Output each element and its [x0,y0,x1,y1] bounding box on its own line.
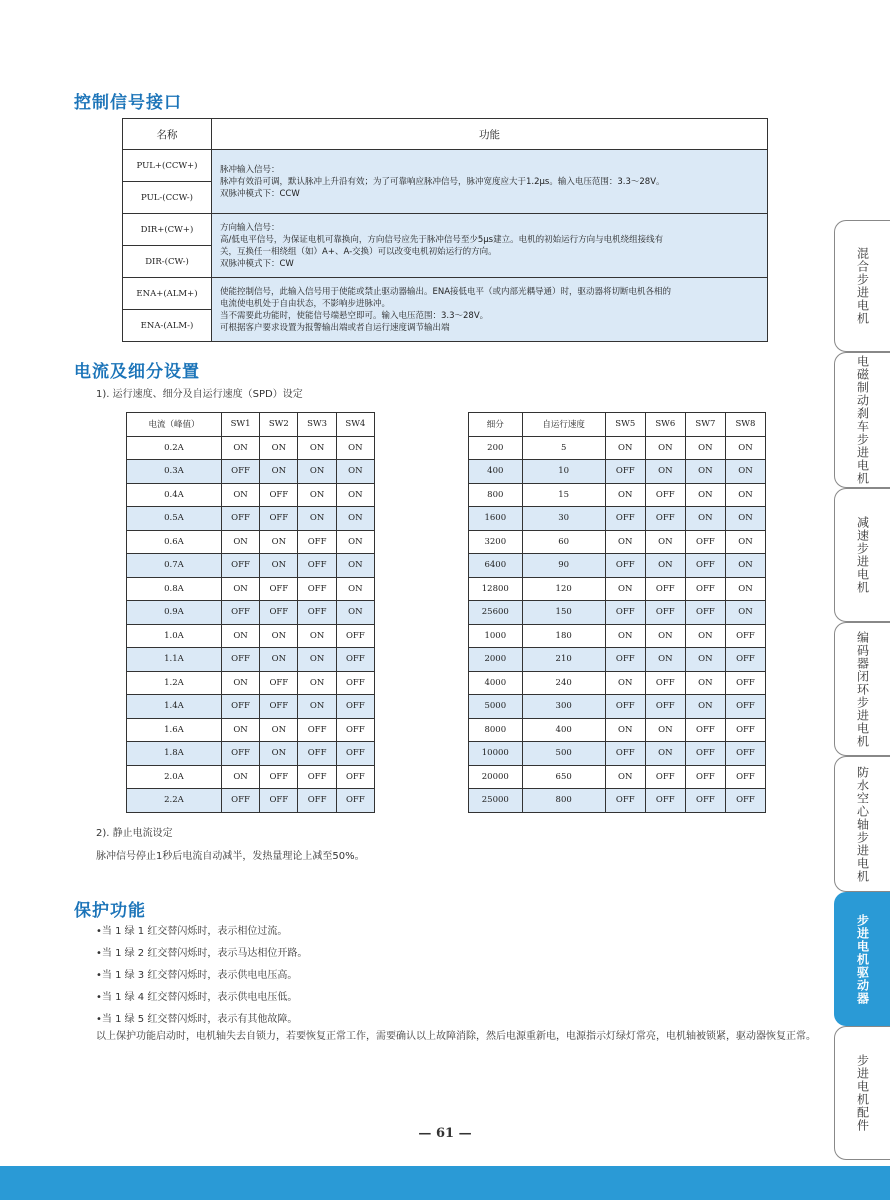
col-header-function: 功能 [212,119,768,150]
cell-sw1: ON [221,718,259,742]
table-row [469,671,766,695]
protect-bullet: •当 1 绿 5 红交替闪烁时，表示有其他故障。 [96,1014,298,1025]
cell-sw2: ON [260,742,298,766]
cell-sw8: ON [725,436,765,460]
idle-current-text: 脉冲信号停止1秒后电流自动减半，发热量理论上减至50%。 [96,851,365,862]
col-header-sw7: SW7 [685,413,725,437]
function-line: 脉冲有效沿可调，默认脉冲上升沿有效；为了可靠响应脉冲信号，脉冲宽度应大于1.2μs。输入电压范围：3.3～28V。 [220,176,665,187]
col-header-sw5: SW5 [605,413,645,437]
cell-sw4: OFF [336,742,374,766]
cell-auto-speed: 650 [522,765,605,789]
cell-sw7: OFF [685,765,725,789]
signal-name: ENA+(ALM+) [123,278,212,310]
side-tab-driver[interactable] [834,892,890,1026]
cell-sw6: OFF [645,765,685,789]
table-row [127,577,375,601]
cell-sw5: ON [605,483,645,507]
cell-sw2: OFF [260,765,298,789]
cell-sw8: OFF [725,671,765,695]
table-row [469,742,766,766]
cell-sw1: OFF [221,789,259,813]
col-header-sw6: SW6 [645,413,685,437]
cell-sw5: ON [605,718,645,742]
cell-auto-speed: 800 [522,789,605,813]
cell-sw4: OFF [336,765,374,789]
cell-sw4: ON [336,436,374,460]
cell-sw1: ON [221,577,259,601]
cell-microstep: 1000 [469,624,523,648]
cell-sw3: ON [298,648,336,672]
col-header-sw3: SW3 [298,413,336,437]
current-table [126,412,375,813]
signal-function [212,150,768,214]
cell-sw6: ON [645,554,685,578]
side-tab-label: 混合步进电机 [855,247,870,325]
cell-sw5: ON [605,671,645,695]
cell-sw7: OFF [685,718,725,742]
cell-microstep: 5000 [469,695,523,719]
cell-microstep: 800 [469,483,523,507]
cell-microstep: 10000 [469,742,523,766]
col-header-current: 电流（峰值） [127,413,222,437]
protect-bullet: •当 1 绿 1 红交替闪烁时，表示相位过流。 [96,926,288,937]
cell-current: 1.8A [127,742,222,766]
control-row [123,278,768,310]
cell-sw4: ON [336,530,374,554]
cell-sw6: ON [645,436,685,460]
table-row [127,601,375,625]
table-row [469,507,766,531]
cell-microstep: 1600 [469,507,523,531]
col-header-sw2: SW2 [260,413,298,437]
cell-sw4: ON [336,460,374,484]
table-row [127,695,375,719]
cell-sw3: OFF [298,742,336,766]
cell-sw2: ON [260,624,298,648]
col-header-sw1: SW1 [221,413,259,437]
cell-sw4: ON [336,601,374,625]
cell-current: 0.4A [127,483,222,507]
cell-sw6: ON [645,718,685,742]
section-title-protect: 保护功能 [74,901,146,921]
cell-microstep: 12800 [469,577,523,601]
cell-sw1: ON [221,483,259,507]
side-tab-accessories[interactable] [834,1026,890,1160]
cell-current: 1.2A [127,671,222,695]
cell-microstep: 4000 [469,671,523,695]
col-header-auto-speed: 自运行速度 [522,413,605,437]
cell-microstep: 3200 [469,530,523,554]
control-signal-table [122,118,768,342]
cell-sw6: OFF [645,577,685,601]
cell-sw7: OFF [685,789,725,813]
table-row [127,765,375,789]
cell-sw3: ON [298,624,336,648]
function-line: 关，互换任一相绕组（如）A+、A-交换）可以改变电机初始运行的方向。 [220,246,497,257]
signal-name: ENA-(ALM-) [123,310,212,342]
col-header-sw4: SW4 [336,413,374,437]
table-row [469,601,766,625]
current-item-2: 2). 静止电流设定 [96,828,173,839]
cell-sw1: ON [221,624,259,648]
cell-sw7: ON [685,695,725,719]
cell-sw5: OFF [605,742,645,766]
cell-auto-speed: 120 [522,577,605,601]
side-tab-waterproof[interactable] [834,756,890,892]
cell-sw5: OFF [605,554,645,578]
signal-function [212,214,768,278]
cell-sw1: ON [221,436,259,460]
cell-auto-speed: 10 [522,460,605,484]
cell-sw4: ON [336,507,374,531]
cell-sw2: OFF [260,577,298,601]
cell-auto-speed: 180 [522,624,605,648]
cell-sw2: OFF [260,671,298,695]
section-title-control: 控制信号接口 [74,93,182,113]
cell-sw2: ON [260,554,298,578]
cell-sw7: ON [685,507,725,531]
cell-auto-speed: 500 [522,742,605,766]
cell-auto-speed: 5 [522,436,605,460]
function-line: 高/低电平信号，为保证电机可靠换向，方向信号应先于脉冲信号至少5μs建立。电机的初始运行方向与电机绕组接线有 [220,234,664,245]
cell-sw4: OFF [336,624,374,648]
cell-sw2: ON [260,530,298,554]
cell-microstep: 6400 [469,554,523,578]
cell-sw4: OFF [336,789,374,813]
cell-sw2: OFF [260,601,298,625]
table-row [469,624,766,648]
cell-current: 1.4A [127,695,222,719]
table-row [127,789,375,813]
cell-sw1: OFF [221,507,259,531]
cell-sw2: ON [260,648,298,672]
function-line: 使能控制信号，此输入信号用于使能或禁止驱动器输出。ENA接低电平（或内部光耦导通）时，驱动器将切断电机各相的 [220,286,672,297]
cell-sw8: OFF [725,789,765,813]
function-line: 电流使电机处于自由状态，不影响步进脉冲。 [220,298,391,309]
cell-sw5: OFF [605,460,645,484]
cell-sw5: OFF [605,648,645,672]
table-row [469,695,766,719]
cell-sw2: ON [260,460,298,484]
table-row [127,624,375,648]
cell-sw5: OFF [605,789,645,813]
cell-sw6: ON [645,460,685,484]
cell-sw5: ON [605,765,645,789]
side-tab-label: 步进电机配件 [855,1054,870,1132]
cell-sw4: ON [336,554,374,578]
cell-microstep: 8000 [469,718,523,742]
cell-sw7: OFF [685,601,725,625]
table-row [469,436,766,460]
cell-sw7: OFF [685,530,725,554]
table-row [127,530,375,554]
cell-sw5: ON [605,577,645,601]
current-item-1: 1). 运行速度、细分及自运行速度（SPD）设定 [96,389,303,400]
table-row [469,530,766,554]
footer-bar [0,1166,890,1200]
function-line: 双脉冲模式下：CCW [220,188,300,199]
cell-current: 0.7A [127,554,222,578]
section-title-current: 电流及细分设置 [74,362,200,382]
cell-sw2: OFF [260,507,298,531]
signal-name: PUL+(CCW+) [123,150,212,182]
cell-current: 0.6A [127,530,222,554]
cell-sw3: ON [298,695,336,719]
table-row [127,483,375,507]
col-header-microstep: 细分 [469,413,523,437]
cell-sw8: ON [725,601,765,625]
cell-sw2: ON [260,436,298,460]
cell-sw5: ON [605,436,645,460]
cell-sw3: ON [298,507,336,531]
cell-sw3: OFF [298,577,336,601]
signal-name: DIR-(CW-) [123,246,212,278]
cell-sw3: ON [298,460,336,484]
cell-sw1: ON [221,765,259,789]
cell-sw6: OFF [645,601,685,625]
cell-sw6: OFF [645,507,685,531]
cell-auto-speed: 400 [522,718,605,742]
cell-auto-speed: 15 [522,483,605,507]
cell-sw7: OFF [685,742,725,766]
table-row [127,507,375,531]
side-tab-closed-loop[interactable] [834,622,890,756]
cell-sw5: OFF [605,601,645,625]
cell-sw2: OFF [260,695,298,719]
cell-sw6: OFF [645,695,685,719]
cell-microstep: 2000 [469,648,523,672]
table-row [127,554,375,578]
cell-auto-speed: 90 [522,554,605,578]
cell-sw6: ON [645,742,685,766]
cell-sw4: OFF [336,695,374,719]
cell-current: 1.6A [127,718,222,742]
cell-sw1: OFF [221,742,259,766]
side-tab-label: 编码器闭环步进电机 [855,630,870,748]
cell-sw1: ON [221,530,259,554]
cell-sw8: OFF [725,695,765,719]
cell-sw6: OFF [645,671,685,695]
cell-sw8: ON [725,507,765,531]
cell-sw7: OFF [685,554,725,578]
cell-current: 0.5A [127,507,222,531]
cell-auto-speed: 60 [522,530,605,554]
side-tab-brake[interactable] [834,352,890,488]
side-tab-gear[interactable] [834,488,890,622]
protect-paragraph: 以上保护功能启动时，电机轴失去自锁力，若要恢复正常工作，需要确认以上故障消除，然后电源重新电，电源指示灯绿灯常亮，电机轴被锁紧，驱动器恢复正常。 [96,1031,816,1042]
cell-sw5: OFF [605,507,645,531]
cell-sw1: OFF [221,460,259,484]
cell-microstep: 200 [469,436,523,460]
signal-name: PUL-(CCW-) [123,182,212,214]
table-row [469,648,766,672]
page-number: — 61 — [418,1126,472,1141]
cell-sw4: OFF [336,671,374,695]
cell-sw4: OFF [336,718,374,742]
cell-sw6: ON [645,648,685,672]
table-row [127,648,375,672]
cell-current: 0.2A [127,436,222,460]
cell-microstep: 25000 [469,789,523,813]
cell-sw3: ON [298,483,336,507]
cell-auto-speed: 210 [522,648,605,672]
control-row [123,214,768,246]
cell-sw3: OFF [298,601,336,625]
cell-current: 2.0A [127,765,222,789]
cell-sw3: OFF [298,765,336,789]
cell-sw2: OFF [260,483,298,507]
cell-sw6: OFF [645,483,685,507]
cell-sw8: ON [725,530,765,554]
table-row [469,789,766,813]
cell-sw6: ON [645,530,685,554]
side-tab-hybrid[interactable] [834,220,890,352]
col-header-sw8: SW8 [725,413,765,437]
cell-sw8: ON [725,483,765,507]
cell-current: 2.2A [127,789,222,813]
cell-sw4: ON [336,577,374,601]
cell-auto-speed: 300 [522,695,605,719]
cell-sw4: ON [336,483,374,507]
function-line: 方向输入信号： [220,222,280,233]
cell-current: 0.8A [127,577,222,601]
cell-sw7: ON [685,460,725,484]
side-tab-label: 电磁制动刹车步进电机 [855,355,870,485]
table-row [127,436,375,460]
cell-sw5: ON [605,624,645,648]
cell-sw2: OFF [260,789,298,813]
cell-sw8: OFF [725,648,765,672]
cell-microstep: 400 [469,460,523,484]
cell-sw3: OFF [298,554,336,578]
protect-bullet: •当 1 绿 3 红交替闪烁时，表示供电电压高。 [96,970,298,981]
col-header-name: 名称 [123,119,212,150]
table-row [469,765,766,789]
cell-sw8: ON [725,460,765,484]
cell-current: 1.0A [127,624,222,648]
cell-sw7: OFF [685,577,725,601]
table-row [127,460,375,484]
side-tab-label: 步进电机驱动器 [855,913,870,1005]
side-tab-label: 防水空心轴步进电机 [855,765,870,883]
signal-function [212,278,768,342]
cell-sw6: ON [645,624,685,648]
side-tab-label: 减速步进电机 [855,516,870,594]
table-row [469,483,766,507]
cell-auto-speed: 30 [522,507,605,531]
cell-sw8: OFF [725,718,765,742]
cell-sw7: ON [685,648,725,672]
table-row [469,460,766,484]
cell-current: 1.1A [127,648,222,672]
cell-sw3: OFF [298,530,336,554]
table-row [127,671,375,695]
table-row [469,718,766,742]
protect-bullet: •当 1 绿 2 红交替闪烁时，表示马达相位开路。 [96,948,308,959]
cell-sw1: OFF [221,554,259,578]
table-row [469,554,766,578]
cell-sw7: ON [685,436,725,460]
cell-sw5: OFF [605,695,645,719]
cell-microstep: 20000 [469,765,523,789]
cell-sw1: ON [221,671,259,695]
cell-sw6: OFF [645,789,685,813]
control-row [123,150,768,182]
table-row [469,577,766,601]
cell-sw8: OFF [725,624,765,648]
cell-sw8: ON [725,554,765,578]
cell-sw7: ON [685,483,725,507]
function-line: 双脉冲模式下：CW [220,258,294,269]
cell-sw1: OFF [221,648,259,672]
cell-sw1: OFF [221,695,259,719]
cell-sw1: OFF [221,601,259,625]
cell-sw5: ON [605,530,645,554]
subdivision-table [468,412,766,813]
cell-sw8: OFF [725,742,765,766]
cell-sw8: OFF [725,765,765,789]
cell-sw3: OFF [298,789,336,813]
cell-sw2: ON [260,718,298,742]
cell-sw7: ON [685,671,725,695]
cell-microstep: 25600 [469,601,523,625]
cell-sw8: ON [725,577,765,601]
table-row [127,718,375,742]
cell-sw7: ON [685,624,725,648]
cell-sw3: ON [298,436,336,460]
cell-auto-speed: 150 [522,601,605,625]
function-line: 脉冲输入信号： [220,164,280,175]
cell-auto-speed: 240 [522,671,605,695]
protect-bullet: •当 1 绿 4 红交替闪烁时，表示供电电压低。 [96,992,298,1003]
cell-sw4: OFF [336,648,374,672]
signal-name: DIR+(CW+) [123,214,212,246]
function-line: 可根据客户要求设置为报警输出端或者自运行速度调节输出端 [220,322,450,333]
cell-current: 0.3A [127,460,222,484]
cell-sw3: OFF [298,718,336,742]
table-row [127,742,375,766]
function-line: 当不需要此功能时，使能信号端悬空即可。输入电压范围：3.3～28V。 [220,310,489,321]
cell-sw3: ON [298,671,336,695]
cell-current: 0.9A [127,601,222,625]
